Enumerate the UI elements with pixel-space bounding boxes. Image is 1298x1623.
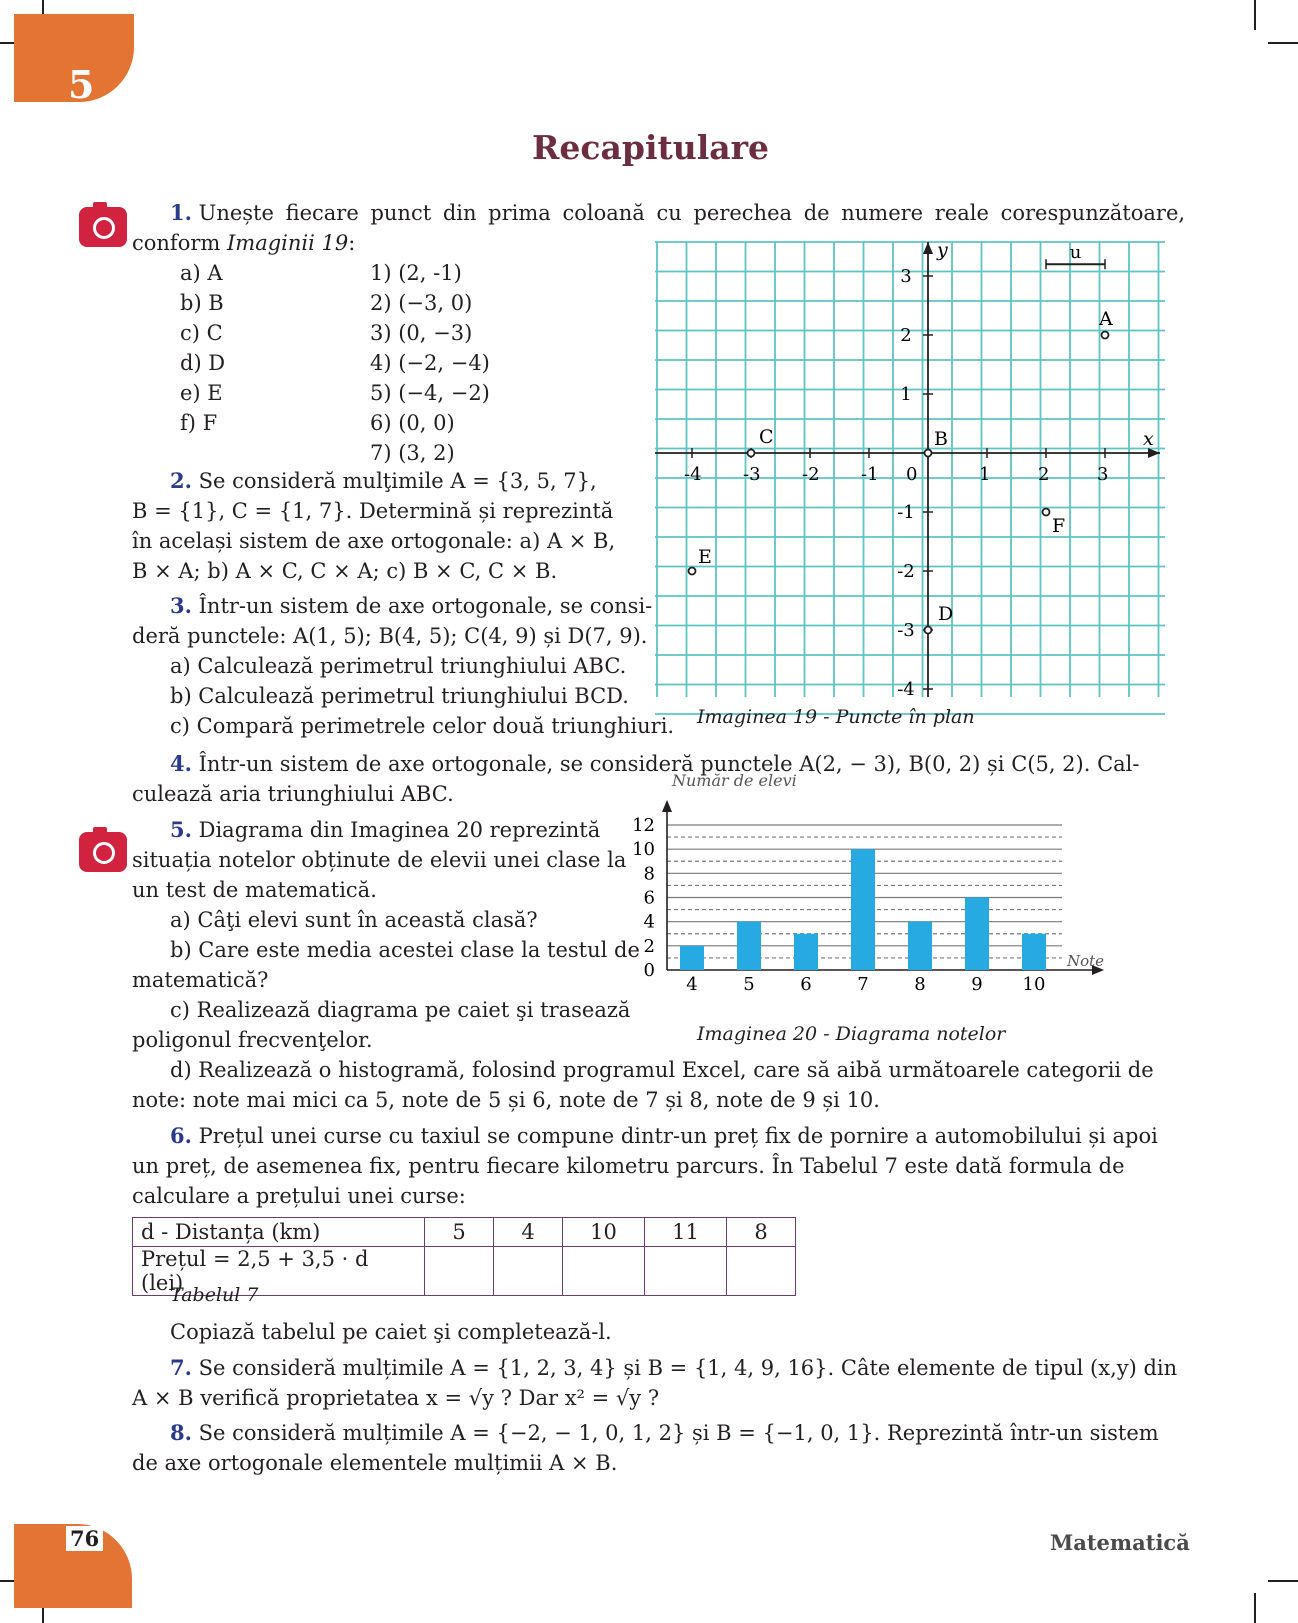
table-cell	[425, 1247, 494, 1296]
exercise-1	[132, 198, 1185, 228]
exercise-3	[132, 591, 674, 741]
y-tick-label: 0	[643, 960, 655, 981]
camera-icon	[79, 207, 127, 247]
x-tick-label: -3	[743, 464, 761, 485]
table-cell: d - Distanța (km)	[133, 1218, 425, 1247]
list-item: 3) (0, −3)	[370, 321, 473, 345]
text-line: B = {1}, C = {1, 7}. Determină și reprezintă	[132, 499, 614, 523]
x-tick-label: 1	[979, 464, 991, 485]
crop-mark	[1254, 0, 1256, 30]
crop-mark	[1268, 1580, 1298, 1582]
x-tick-label: 2	[1038, 464, 1050, 485]
y-tick-label: 3	[900, 266, 912, 287]
exercise-1-line2	[132, 228, 355, 258]
exercise-7	[132, 1353, 1177, 1413]
left-column	[180, 258, 225, 438]
bar-chart	[632, 771, 1122, 1010]
y-tick-label: 8	[643, 863, 655, 885]
point-e	[689, 568, 696, 575]
text-line: Prețul unei curse cu taxiul se compune dintr-un preț fix de pornire a automobilului și apoi	[198, 1124, 1158, 1148]
point-b	[925, 450, 932, 457]
page-number: 76	[66, 1526, 103, 1551]
exercise-number: 4.	[170, 751, 192, 776]
list-item: a) A	[180, 261, 223, 285]
x-tick-label: -1	[861, 464, 879, 485]
y-tick-label: -4	[897, 679, 915, 700]
bar-4	[680, 946, 704, 970]
coordinate-grid-figure	[655, 239, 1167, 704]
exercise-2	[132, 466, 615, 586]
list-item: 6) (0, 0)	[370, 411, 455, 435]
x-tick-label: 5	[743, 974, 755, 995]
table-cell	[727, 1247, 796, 1296]
x-tick-label: 0	[906, 464, 918, 485]
text: :	[348, 231, 356, 255]
text-line: c) Realizează diagrama pe caiet şi trasează	[170, 998, 631, 1022]
y-axis-label: y	[937, 239, 948, 261]
x-axis-title: Note	[1067, 952, 1105, 970]
text-line: b) Calculează perimetrul triunghiului BCD.	[170, 684, 629, 708]
exercise-number: 2.	[170, 468, 192, 493]
text-line: c) Compară perimetrele celor două triunghiuri.	[170, 714, 675, 738]
table-cell: 11	[645, 1218, 727, 1247]
chapter-number: 5	[68, 62, 95, 107]
right-column	[370, 258, 490, 468]
x-tick-label: -2	[802, 464, 820, 485]
figure-ref: Imaginii 19	[226, 231, 349, 255]
text-line: Se consideră mulțimile A = {−2, − 1, 0, 1, 2} și B = {−1, 0, 1}. Reprezintă într-un sistem	[198, 1421, 1159, 1445]
y-tick-label: 12	[632, 815, 655, 836]
y-tick-label: -3	[897, 620, 915, 641]
text-line: situația notelor obținute de elevii unei clase la	[132, 848, 627, 872]
figure-19-caption: Imaginea 19 - Puncte în plan	[697, 706, 975, 728]
text-line: Se consideră mulţimile A = {3, 5, 7},	[198, 469, 597, 493]
text-line: un test de matematică.	[132, 878, 377, 902]
text-line: deră punctele: A(1, 5); B(4, 5); C(4, 9) și D(7, 9).	[132, 624, 648, 648]
unit-label: u	[1069, 242, 1082, 264]
y-axis-title: Număr de elevi	[672, 771, 797, 790]
table-cell: Prețul = 2,5 + 3,5 · d (lei)	[133, 1247, 425, 1296]
point-label: F	[1052, 515, 1066, 537]
list-item: 1) (2, -1)	[370, 261, 462, 285]
text-line: A × B verifică proprietatea x = √y ? Dar x² = √y ?	[132, 1386, 660, 1410]
crop-mark	[1268, 42, 1298, 44]
table-caption: Tabelul 7	[170, 1284, 259, 1306]
x-tick-label: 3	[1097, 464, 1109, 485]
exercise-number: 7.	[170, 1355, 192, 1380]
table-cell: 4	[494, 1218, 563, 1247]
table-cell: 8	[727, 1218, 796, 1247]
x-tick-label: 7	[857, 974, 869, 995]
text-line: calculare a prețului unei curse:	[132, 1184, 466, 1208]
text-line: Într-un sistem de axe ortogonale, se consideră punctele A(2, − 3), B(0, 2) și C(5, 2). Cal-	[198, 752, 1140, 776]
y-tick-label: 2	[900, 325, 912, 346]
point-f	[1043, 509, 1050, 516]
text-line: în același sistem de axe ortogonale: a) A × B,	[132, 529, 616, 553]
list-item: e) E	[180, 381, 223, 405]
text-line: b) Care este media acestei clase la testul de	[170, 938, 640, 962]
x-axis-label: x	[1143, 428, 1154, 450]
text-line: Diagrama din Imaginea 20 reprezintă	[198, 818, 601, 842]
list-item: b) B	[180, 291, 224, 315]
text-line: Se consideră mulțimile A = {1, 2, 3, 4} și B = {1, 4, 9, 16}. Câte elemente de tipul (x,y) din	[198, 1356, 1178, 1380]
x-tick-label: 6	[800, 974, 812, 995]
table-row	[133, 1218, 796, 1247]
x-tick-label: 10	[1022, 974, 1046, 995]
text-line: a) Calculează perimetrul triunghiului ABC.	[170, 654, 627, 678]
y-tick-label: -2	[897, 561, 915, 582]
text-line: a) Câţi elevi sunt în această clasă?	[170, 908, 538, 932]
y-axis-arrow	[662, 800, 672, 812]
y-tick-label: -1	[897, 502, 915, 523]
point-label: B	[934, 428, 948, 450]
y-tick-label: 6	[643, 887, 655, 909]
point-label: E	[698, 546, 712, 568]
point-label: A	[1099, 308, 1113, 330]
exercise-number: 3.	[170, 593, 192, 618]
text-line: B × A; b) A × C, C × A; c) B × C, C × B.	[132, 559, 558, 583]
text-line: Într-un sistem de axe ortogonale, se consi-	[198, 594, 653, 618]
exercise-number: 6.	[170, 1123, 192, 1148]
point-c	[748, 450, 755, 457]
exercise-number: 5.	[170, 817, 192, 842]
list-item: c) C	[180, 321, 223, 345]
list-item: 4) (−2, −4)	[370, 351, 490, 375]
text-line: de axe ortogonale elementele mulțimii A × B.	[132, 1451, 618, 1475]
camera-icon	[79, 832, 127, 872]
y-tick-label: 4	[643, 911, 655, 933]
bar-6	[794, 934, 818, 970]
point-label: C	[759, 426, 774, 448]
exercise-6	[132, 1121, 1158, 1211]
list-item: 2) (−3, 0)	[370, 291, 473, 315]
x-tick-label: -4	[684, 464, 702, 485]
table-cell: 5	[425, 1218, 494, 1247]
bar-10	[1022, 934, 1046, 970]
footer-subject: Matematică	[1050, 1530, 1190, 1555]
text-line: matematică?	[132, 968, 269, 992]
list-item: f) F	[180, 411, 218, 435]
exercise-8	[132, 1418, 1159, 1478]
y-tick-label: 1	[900, 384, 912, 405]
exercise-6-instruction: Copiază tabelul pe caiet şi completează-l.	[170, 1320, 612, 1344]
list-item: d) D	[180, 351, 226, 375]
point-label: D	[938, 603, 954, 625]
text: conform	[132, 231, 227, 255]
x-tick-label: 4	[686, 974, 698, 995]
bar-9	[965, 898, 989, 971]
point-a	[1102, 332, 1109, 339]
text-line: note: note mai mici ca 5, note de 5 și 6, note de 7 și 8, note de 9 și 10.	[132, 1088, 880, 1112]
table-cell	[494, 1247, 563, 1296]
exercise-text: Unește fiecare punct din prima coloană cu perechea de numere reale corespunzătoare,	[198, 201, 1186, 225]
exercise-number: 8.	[170, 1420, 192, 1445]
text-line: d) Realizează o histogramă, folosind programul Excel, care să aibă următoarele categorii de	[170, 1058, 1154, 1082]
chapter-tab	[14, 14, 134, 107]
x-tick-label: 9	[971, 974, 983, 995]
bar-5	[737, 922, 761, 970]
figure-20-caption: Imaginea 20 - Diagrama notelor	[697, 1023, 1006, 1045]
bar-7	[851, 849, 875, 970]
list-item: 7) (3, 2)	[370, 441, 455, 465]
table-cell	[563, 1247, 645, 1296]
text-line: un preț, de asemenea fix, pentru fiecare kilometru parcurs. În Tabelul 7 este dată formula de	[132, 1154, 1125, 1178]
x-tick-label: 8	[914, 974, 926, 995]
table-cell	[645, 1247, 727, 1296]
point-d	[925, 627, 932, 634]
bar-8	[908, 922, 932, 970]
y-tick-label: 2	[643, 935, 655, 957]
exercise-number: 1.	[170, 200, 192, 225]
y-tick-label: 10	[632, 839, 655, 861]
text-line: poligonul frecvenţelor.	[132, 1028, 373, 1052]
page-title: Recapitulare	[532, 128, 770, 167]
text-line: culează aria triunghiului ABC.	[132, 782, 454, 806]
table-cell: 10	[563, 1218, 645, 1247]
crop-mark	[1254, 1593, 1256, 1623]
list-item: 5) (−4, −2)	[370, 381, 490, 405]
y-axis-arrow	[923, 242, 933, 254]
